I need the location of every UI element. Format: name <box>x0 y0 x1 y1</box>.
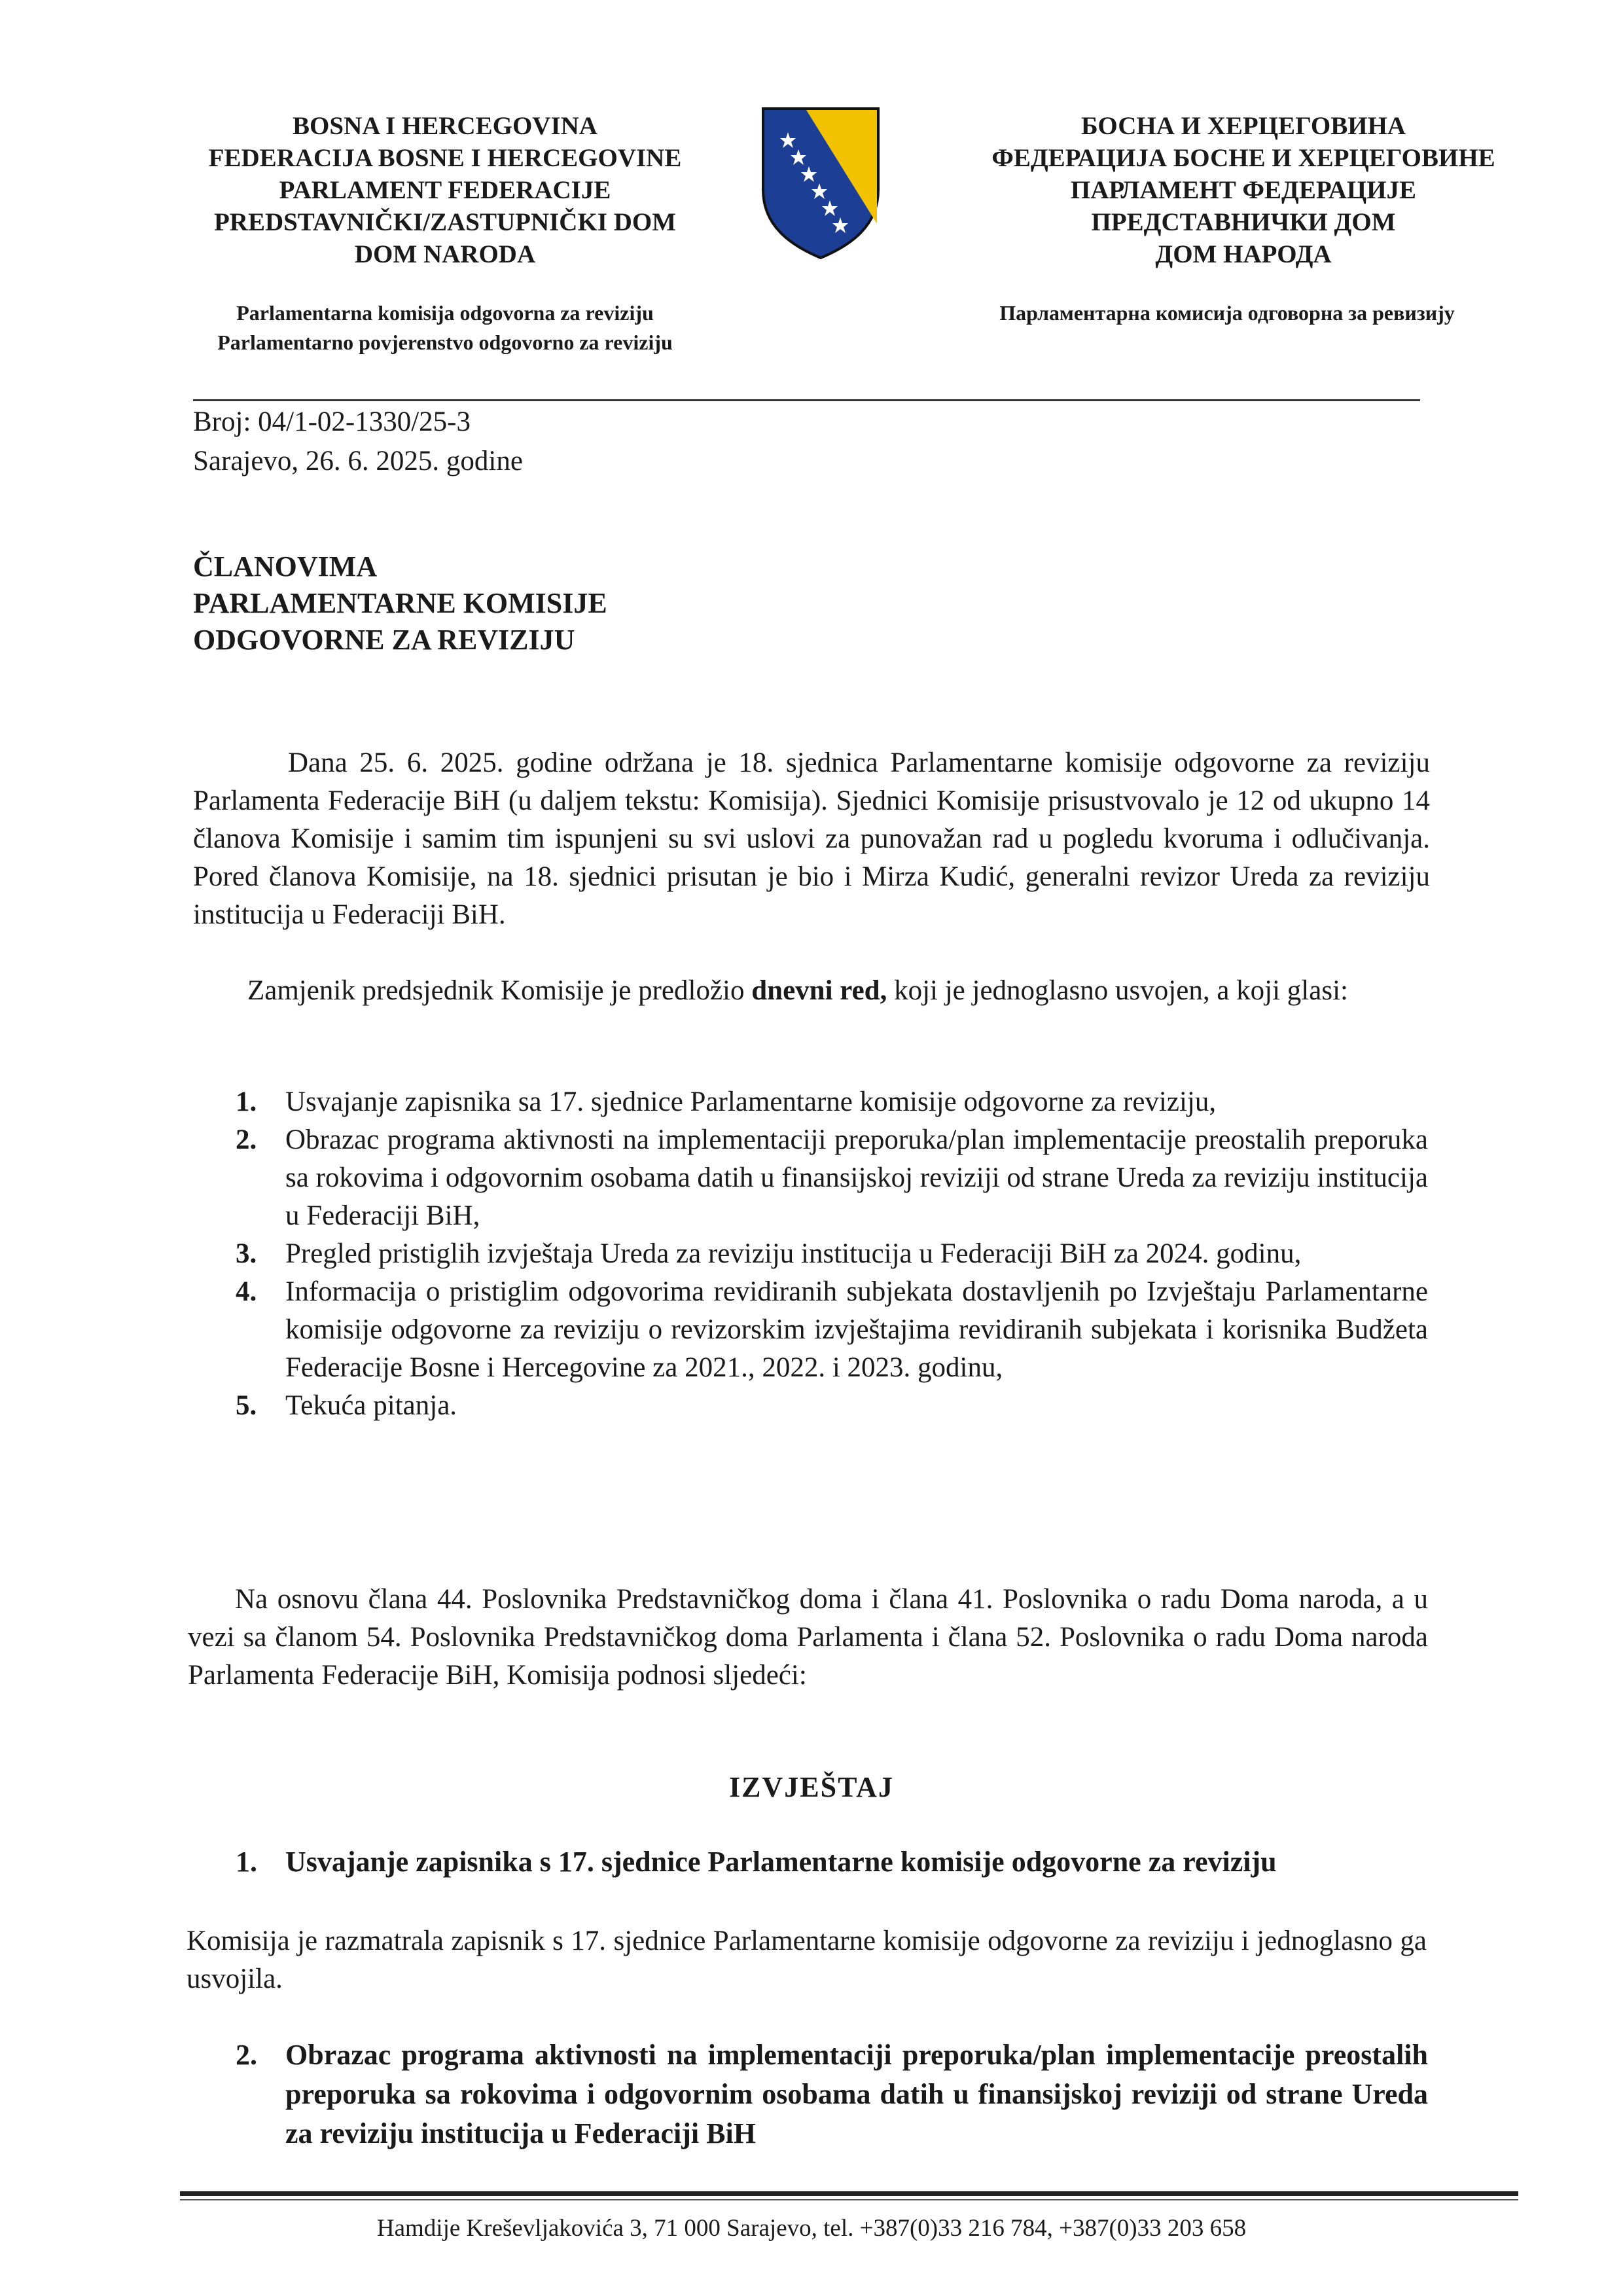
section-number: 2. <box>236 2039 257 2071</box>
commission-name-cyrillic <box>910 298 1544 328</box>
agenda-item <box>236 1235 1428 1273</box>
agenda-item-number: 4. <box>236 1276 257 1307</box>
coat-of-arms-icon <box>760 106 881 260</box>
agenda-item-number: 1. <box>236 1086 257 1117</box>
header-left-line: PREDSTAVNIČKI/ZASTUPNIČKI DOM <box>213 208 677 236</box>
header-left-line: BOSNA I HERCEGOVINA <box>293 112 597 140</box>
addressee-line: ČLANOVIMA <box>193 550 378 583</box>
footer-address: Hamdije Kreševljakovića 3, 71 000 Sarajevo, tel. +387(0)33 216 784, +387(0)33 203 658 <box>376 2215 1247 2242</box>
header-left-institution <box>131 110 759 270</box>
commission-line: Parlamentarna komisija odgovorna za reviziju <box>236 301 654 325</box>
agenda-intro-bold: dnevni red, <box>751 975 887 1006</box>
header-right-line: ФЕДЕРАЦИЈА БОСНЕ И ХЕРЦЕГОВИНЕ <box>991 144 1495 172</box>
header-right-line: ДОМ НАРОДА <box>1155 240 1332 268</box>
intro-paragraph: Dana 25. 6. 2025. godine održana je 18. sjednica Parlamentarne komisije odgovorne za reviziju Parlamenta Federacije BiH (u daljem tekstu: Komisija). Sjednici Komisije prisustvovalo je 12 od ukupno 14 članova Komisije i samim tim ispunjeni su svi uslovi za punovažan rad u pogledu kvoruma i odlučivanja. Pored članova Komisije, na 18. sjednici prisutan je bio i Mirza Kudić, generalni revizor Ureda za reviziju institucija u Federaciji BiH. <box>193 747 1430 930</box>
report-title: IZVJEŠTAJ <box>729 1771 894 1803</box>
commission-name-latin <box>98 298 792 357</box>
agenda-item <box>236 1273 1428 1387</box>
header-left-line: DOM NARODA <box>354 240 536 268</box>
commission-line: Parlamentarno povjerenstvo odgovorno za reviziju <box>217 331 673 354</box>
addressee-line: ODGOVORNE ZA REVIZIJU <box>193 624 575 656</box>
agenda-item-text: Tekuća pitanja. <box>285 1390 457 1421</box>
section-number: 1. <box>236 1846 257 1878</box>
agenda-item-text: Usvajanje zapisnika sa 17. sjednice Parlamentarne komisije odgovorne za reviziju, <box>285 1086 1217 1117</box>
reference-block <box>193 403 978 482</box>
agenda-item <box>236 1121 1428 1235</box>
addressee <box>193 548 607 658</box>
agenda-item-text: Informacija o pristiglim odgovorima revidiranih subjekata dostavljenih po Izvještaju Parlamentarne komisije odgovorne za reviziju o revizorskim izvještajima revidiranih subjekata i korisnika Budžeta Federacije Bosne i Hercegovine za 2021., 2022. i 2023. godinu, <box>285 1276 1428 1383</box>
section-body: Komisija je razmatrala zapisnik s 17. sjednice Parlamentarne komisije odgovorne za reviziju i jednoglasno ga usvojila. <box>187 1926 1427 1994</box>
section-title: Usvajanje zapisnika s 17. sjednice Parlamentarne komisije odgovorne za reviziju <box>285 1846 1277 1878</box>
footer-divider <box>180 2191 1518 2196</box>
header-right-line: БОСНА И ХЕРЦЕГОВИНА <box>1080 112 1406 140</box>
section-title: Obrazac programa aktivnosti na implementaciji preporuka/plan implementacije preostalih preporuka sa rokovima i odgovornim osobama datih u finansijskoj reviziji od strane Ureda za reviziju institucija u Federaciji BiH <box>285 2039 1428 2149</box>
header-divider <box>193 399 1420 401</box>
header-left-line: FEDERACIJA BOSNE I HERCEGOVINE <box>208 144 682 172</box>
header-right-line: ПАРЛАМЕНТ ФЕДЕРАЦИЈЕ <box>1070 176 1417 204</box>
agenda-item-number: 3. <box>236 1238 257 1269</box>
agenda-item-number: 2. <box>236 1124 257 1155</box>
footer-divider <box>180 2199 1518 2200</box>
agenda-intro <box>247 972 1373 1010</box>
agenda-item-text: Obrazac programa aktivnosti na implementaciji preporuka/plan implementacije preostalih preporuka sa rokovima i odgovornim osobama datih u finansijskoj reviziji od strane Ureda za reviziju institucija u Federaciji BiH, <box>285 1124 1428 1231</box>
agenda-item <box>236 1387 1428 1425</box>
header-right-institution <box>910 110 1577 270</box>
addressee-line: PARLAMENTARNE KOMISIJE <box>193 587 607 619</box>
reference-number: Broj: 04/1-02-1330/25-3 <box>193 406 471 437</box>
legal-basis-paragraph: Na osnovu člana 44. Poslovnika Predstavničkog doma i člana 41. Poslovnika o radu Doma naroda, a u vezi sa članom 54. Poslovnika Predstavničkog doma Parlamenta i člana 52. Poslovnika o radu Doma naroda Parlamenta Federacije BiH, Komisija podnosi sljedeći: <box>188 1584 1428 1691</box>
agenda-item-number: 5. <box>236 1390 257 1421</box>
reference-place-date: Sarajevo, 26. 6. 2025. godine <box>193 446 523 476</box>
commission-line: Парламентарна комисија одговорна за ревизију <box>999 301 1455 325</box>
section-heading <box>236 1842 1446 1882</box>
agenda-item <box>236 1083 1428 1121</box>
agenda-intro-text: koji je jednoglasno usvojen, a koji glasi: <box>887 975 1348 1006</box>
section-heading <box>236 2036 1428 2153</box>
agenda-list <box>236 1083 1428 1425</box>
agenda-intro-text: Zamjenik predsjednik Komisije je predložio <box>247 975 752 1006</box>
agenda-item-text: Pregled pristiglih izvještaja Ureda za reviziju institucija u Federaciji BiH za 2024. godinu, <box>285 1238 1302 1269</box>
header-left-line: PARLAMENT FEDERACIJE <box>279 176 611 204</box>
header-right-line: ПРЕДСТАВНИЧКИ ДОМ <box>1091 208 1396 236</box>
